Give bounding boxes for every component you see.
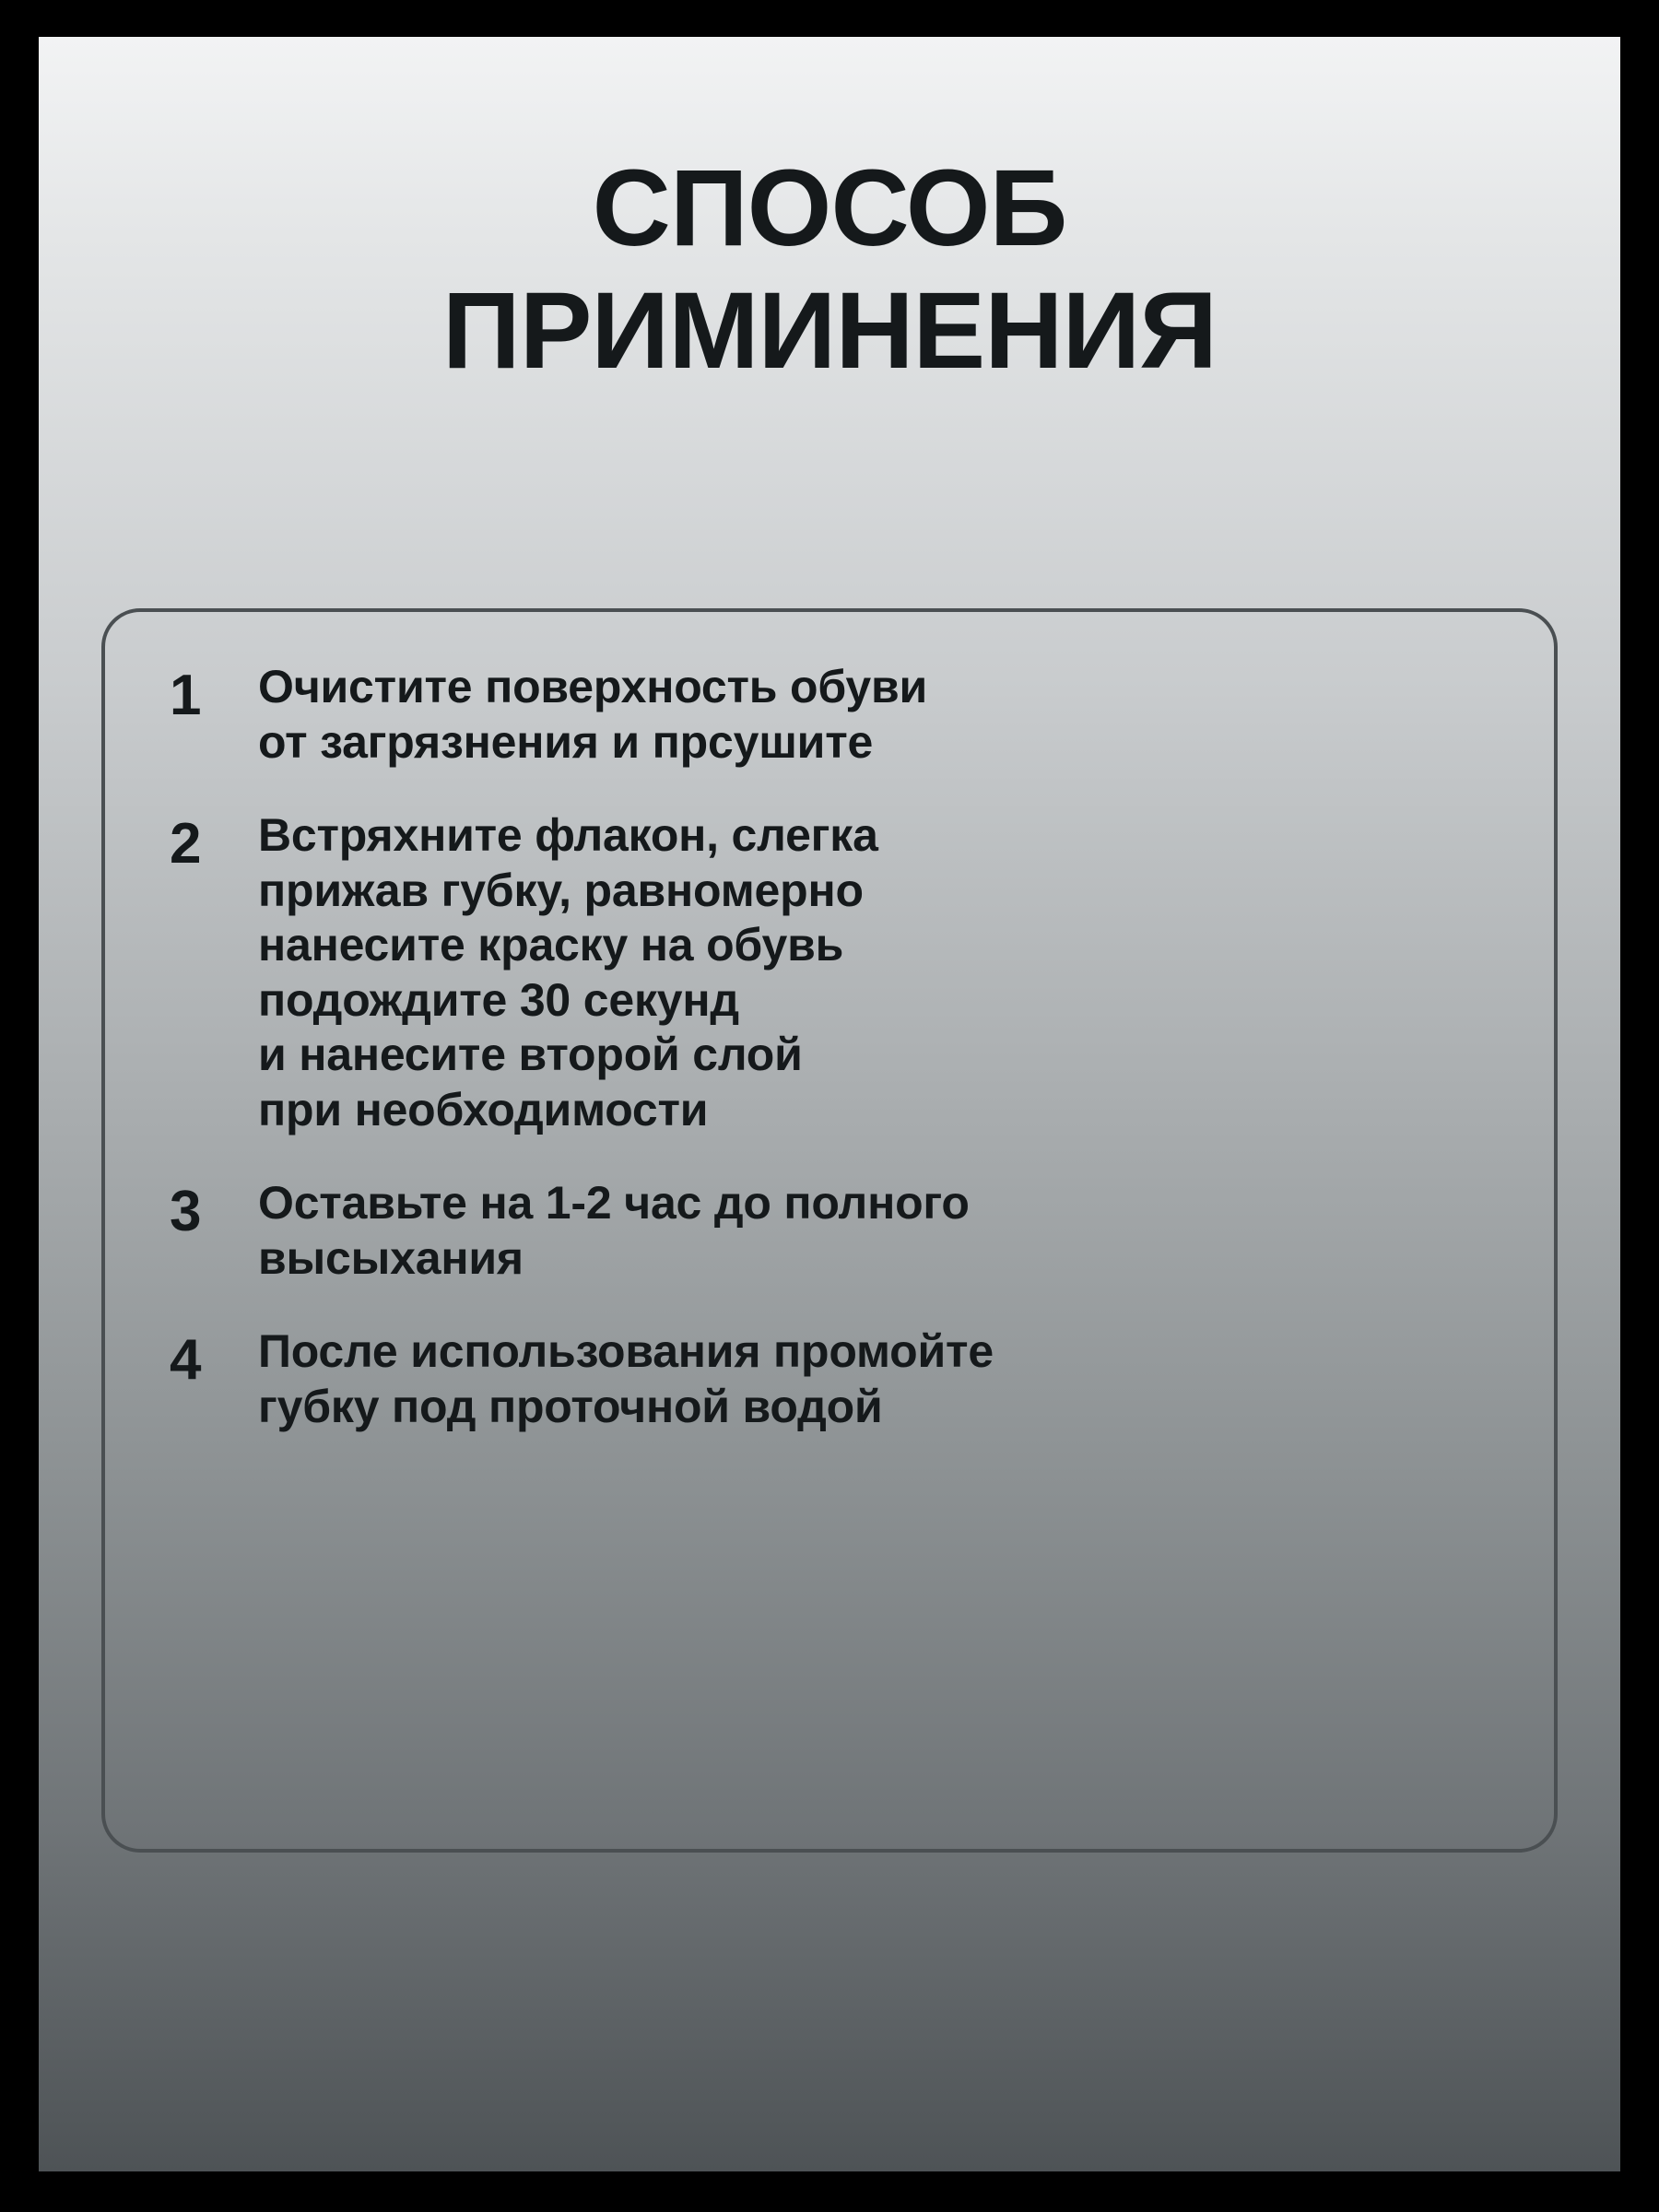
list-item — [170, 1324, 1499, 1434]
step-text-line: губку под проточной водой — [258, 1380, 883, 1432]
step-text-line: Очистите поверхность обуви — [258, 661, 928, 712]
step-text-line: нанесите краску на обувь — [258, 919, 844, 971]
list-item — [170, 660, 1499, 770]
step-text-line: высыхания — [258, 1231, 524, 1284]
step-text-line: Оставьте на 1-2 час до полного — [258, 1177, 970, 1229]
page-title-line-2: ПРИМИНЕНИЯ — [441, 270, 1218, 393]
step-text — [258, 808, 878, 1137]
step-text-line: прижав губку, равномерно — [258, 864, 864, 916]
steps-container — [101, 608, 1558, 1853]
poster-card — [39, 37, 1620, 2171]
step-number: 4 — [170, 1328, 202, 1392]
step-text-line: от загрязнения и прсушите — [258, 715, 874, 768]
step-number: 2 — [170, 812, 202, 876]
step-text-line: и нанесите второй слой — [258, 1029, 803, 1080]
list-item — [170, 808, 1499, 1137]
step-text — [258, 1324, 994, 1434]
step-text-line: После использования промойте — [258, 1325, 994, 1377]
step-text-line: при необходимости — [258, 1083, 709, 1135]
step-number: 3 — [170, 1180, 202, 1243]
step-number: 1 — [170, 664, 202, 727]
page-title-line-1: СПОСОБ — [592, 147, 1067, 269]
step-text — [258, 660, 927, 770]
page-title — [39, 147, 1620, 394]
list-item — [170, 1176, 1499, 1286]
step-text — [258, 1176, 970, 1286]
step-text-line: подождите 30 секунд — [258, 973, 739, 1026]
step-text-line: Встряхните флакон, слегка — [258, 809, 878, 861]
